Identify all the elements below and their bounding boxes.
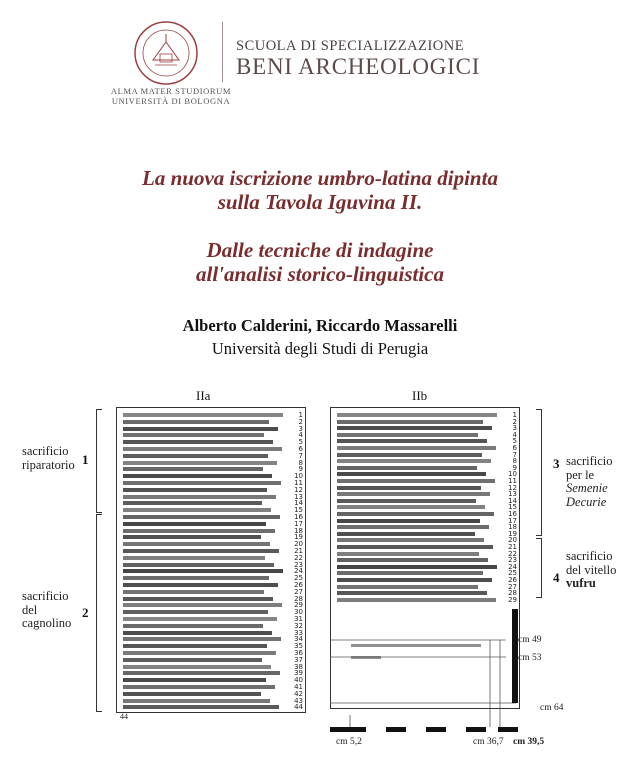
inscription-line xyxy=(337,433,478,437)
line-number: 8 xyxy=(298,458,303,467)
inscription-line xyxy=(337,486,481,490)
inscription-line xyxy=(123,685,275,689)
inscription-line xyxy=(123,563,274,567)
line-number: 27 xyxy=(508,582,517,591)
line-number: 19 xyxy=(294,533,303,542)
inscription-line xyxy=(337,420,483,424)
line-number: 28 xyxy=(508,589,517,598)
line-number: 39 xyxy=(294,669,303,678)
inscription-line xyxy=(123,474,272,478)
institution-line-2: UNIVERSITÀ DI BOLOGNA xyxy=(111,96,231,106)
line-number: 13 xyxy=(508,490,517,499)
section-3-label: sacrificio per le Semenie Decurie xyxy=(566,454,613,509)
scale-cm49: cm 49 xyxy=(518,635,542,645)
scale-cm64: cm 64 xyxy=(540,703,564,713)
inscription-line xyxy=(337,453,482,457)
line-number: 10 xyxy=(294,472,303,481)
inscription-line xyxy=(123,413,283,417)
section-3-number: 3 xyxy=(553,456,560,471)
line-number: 12 xyxy=(294,485,303,494)
school-name-line-1: SCUOLA DI SPECIALIZZAZIONE xyxy=(236,38,465,54)
section-1-number: 1 xyxy=(82,452,89,467)
bracket-section-1 xyxy=(96,409,102,513)
inscription-line xyxy=(123,583,278,587)
line-number: 28 xyxy=(294,594,303,603)
inscription-line xyxy=(123,658,262,662)
inscription-line xyxy=(337,585,478,589)
section-2-label: sacrificio del cagnolino xyxy=(22,589,72,630)
title-line-1: La nuova iscrizione umbro-latina dipinta xyxy=(142,166,498,190)
inscription-line xyxy=(123,556,265,560)
inscription-line xyxy=(337,426,492,430)
inscription-line xyxy=(123,644,267,648)
line-number: 18 xyxy=(508,523,517,532)
inscription-line xyxy=(337,565,497,569)
inscription-line xyxy=(337,545,493,549)
inscription-line xyxy=(123,699,270,703)
line-number: 13 xyxy=(294,492,303,501)
line-number: 27 xyxy=(294,587,303,596)
subtitle-line-2: all'analisi storico-linguistica xyxy=(196,262,444,286)
section-4-number: 4 xyxy=(553,570,560,585)
line-number: 43 xyxy=(294,696,303,705)
inscription-line xyxy=(337,479,495,483)
title-line-2: sulla Tavola Iguvina II. xyxy=(217,190,423,214)
scale-cm53: cm 53 xyxy=(518,653,542,663)
line-number: 29 xyxy=(294,601,303,610)
line-number: 23 xyxy=(508,556,517,565)
institution-line-1: ALMA MATER STUDIORUM xyxy=(110,86,232,96)
line-number: 37 xyxy=(294,655,303,664)
line-number: 16 xyxy=(294,513,303,521)
section-4-label: sacrificio del vitello vufru xyxy=(566,549,617,590)
line-number: 4 xyxy=(298,431,303,440)
inscription-line xyxy=(337,446,496,450)
line-number: 41 xyxy=(294,683,303,691)
line-number: 14 xyxy=(294,499,303,508)
inscription-line xyxy=(123,461,277,465)
scale-cm39-5: cm 39,5 xyxy=(513,737,545,747)
inscription-line xyxy=(123,610,268,614)
inscription-line xyxy=(337,532,475,536)
line-number: 26 xyxy=(294,581,303,589)
line-number: 31 xyxy=(294,615,303,623)
bracket-section-2 xyxy=(96,514,102,712)
inscription-line xyxy=(123,495,276,499)
line-number: 3 xyxy=(298,424,303,433)
inscription-line xyxy=(123,549,279,553)
inscription-line xyxy=(123,603,282,607)
line-number: 9 xyxy=(512,463,517,472)
line-number: 21 xyxy=(294,547,303,555)
line-number: 2 xyxy=(298,417,303,426)
university-seal-icon xyxy=(133,20,199,86)
line-number: 4 xyxy=(512,430,517,439)
inscription-line xyxy=(337,472,486,476)
inscription-line xyxy=(123,481,281,485)
inscription-line xyxy=(123,651,276,655)
inscription-line xyxy=(123,665,271,669)
page-number: 44 xyxy=(120,712,128,721)
line-number: 24 xyxy=(508,562,517,571)
inscription-line xyxy=(337,505,485,509)
inscription-line xyxy=(123,576,269,580)
line-number: 20 xyxy=(294,540,303,549)
section-1-label: sacrificio riparatorio xyxy=(22,444,75,472)
inscription-line xyxy=(123,692,261,696)
inscription-line xyxy=(337,525,489,529)
line-number: 1 xyxy=(298,411,303,419)
inscription-line xyxy=(123,501,262,505)
line-number: 5 xyxy=(298,438,303,447)
line-number: 34 xyxy=(294,635,303,644)
line-number: 6 xyxy=(512,444,517,452)
inscription-line xyxy=(337,413,497,417)
inscription-line xyxy=(123,671,280,675)
inscription-line xyxy=(337,512,494,516)
line-number: 32 xyxy=(294,621,303,630)
inscription-line xyxy=(123,624,263,628)
inscription-line xyxy=(337,552,479,556)
inscription-line xyxy=(123,569,283,573)
column-heading-iia: IIa xyxy=(196,388,211,403)
header-divider xyxy=(222,22,223,82)
inscription-line xyxy=(337,492,490,496)
bracket-section-4 xyxy=(536,538,542,598)
inscription-line xyxy=(123,617,277,621)
inscription-line xyxy=(337,558,488,562)
scale-cm36-7: cm 36,7 xyxy=(473,737,504,747)
line-number: 17 xyxy=(294,519,303,528)
bracket-section-3 xyxy=(536,409,542,536)
line-number: 9 xyxy=(298,465,303,474)
inscription-line xyxy=(337,598,496,602)
line-number: 15 xyxy=(508,503,517,512)
inscription-line xyxy=(123,440,273,444)
inscription-line xyxy=(123,542,270,546)
line-number: 23 xyxy=(294,560,303,569)
school-name-line-2: BENI ARCHEOLOGICI xyxy=(236,54,481,79)
line-number: 25 xyxy=(294,574,303,583)
scale-cm5-2: cm 5,2 xyxy=(336,737,362,747)
line-number: 20 xyxy=(508,536,517,545)
line-number: 15 xyxy=(294,506,303,515)
line-number: 18 xyxy=(294,526,303,535)
line-number: 11 xyxy=(508,477,517,485)
line-number: 26 xyxy=(508,576,517,584)
line-number: 8 xyxy=(512,457,517,466)
inscription-line xyxy=(337,538,484,542)
line-number: 11 xyxy=(294,479,303,487)
inscription-line xyxy=(123,529,275,533)
inscription-line xyxy=(123,535,261,539)
inscription-line xyxy=(123,678,266,682)
tablet-iia-image xyxy=(116,407,306,713)
inscription-line xyxy=(337,571,483,575)
line-number: 29 xyxy=(508,595,517,604)
affiliation: Università degli Studi di Perugia xyxy=(211,339,429,358)
inscription-line xyxy=(337,466,477,470)
authors: Alberto Calderini, Riccardo Massarelli xyxy=(182,316,458,335)
inscription-line xyxy=(337,439,487,443)
line-number: 25 xyxy=(508,569,517,578)
inscription-line xyxy=(123,637,281,641)
line-number: 16 xyxy=(508,510,517,518)
inscription-line xyxy=(337,578,492,582)
line-number: 44 xyxy=(294,703,303,712)
line-number: 1 xyxy=(512,411,517,419)
inscription-line xyxy=(123,590,264,594)
line-number: 21 xyxy=(508,543,517,551)
inscription-line xyxy=(123,467,263,471)
inscription-line xyxy=(123,427,278,431)
inscription-line xyxy=(337,591,487,595)
line-number: 14 xyxy=(508,496,517,505)
inscription-line xyxy=(123,705,279,709)
inscription-line xyxy=(123,522,266,526)
line-number: 19 xyxy=(508,529,517,538)
line-number: 7 xyxy=(298,451,303,460)
inscription-line xyxy=(123,420,269,424)
inscription-line xyxy=(123,488,267,492)
line-number: 22 xyxy=(294,553,303,562)
line-number: 22 xyxy=(508,549,517,558)
line-number: 5 xyxy=(512,437,517,446)
section-2-number: 2 xyxy=(82,605,89,620)
inscription-line xyxy=(337,499,476,503)
line-number: 12 xyxy=(508,483,517,492)
line-number: 30 xyxy=(294,608,303,617)
line-number: 3 xyxy=(512,424,517,433)
inscription-line xyxy=(123,631,272,635)
line-number: 10 xyxy=(508,470,517,479)
line-number: 7 xyxy=(512,450,517,459)
column-heading-iib: IIb xyxy=(412,388,428,403)
inscription-line xyxy=(123,508,271,512)
line-number: 36 xyxy=(294,649,303,657)
line-number: 35 xyxy=(294,642,303,651)
inscription-line xyxy=(337,519,480,523)
inscription-line xyxy=(123,515,280,519)
inscription-line xyxy=(123,447,282,451)
line-number: 42 xyxy=(294,689,303,698)
line-number: 2 xyxy=(512,417,517,426)
line-number: 6 xyxy=(298,445,303,453)
inscription-line xyxy=(123,433,264,437)
subtitle-line-1: Dalle tecniche di indagine xyxy=(206,238,434,262)
inscription-line xyxy=(123,454,268,458)
measurement-scale xyxy=(326,605,546,745)
line-number: 38 xyxy=(294,662,303,671)
line-number: 17 xyxy=(508,516,517,525)
inscription-line xyxy=(123,597,273,601)
line-number: 40 xyxy=(294,676,303,685)
line-number: 33 xyxy=(294,628,303,637)
line-number: 24 xyxy=(294,567,303,576)
inscription-line xyxy=(337,459,491,463)
